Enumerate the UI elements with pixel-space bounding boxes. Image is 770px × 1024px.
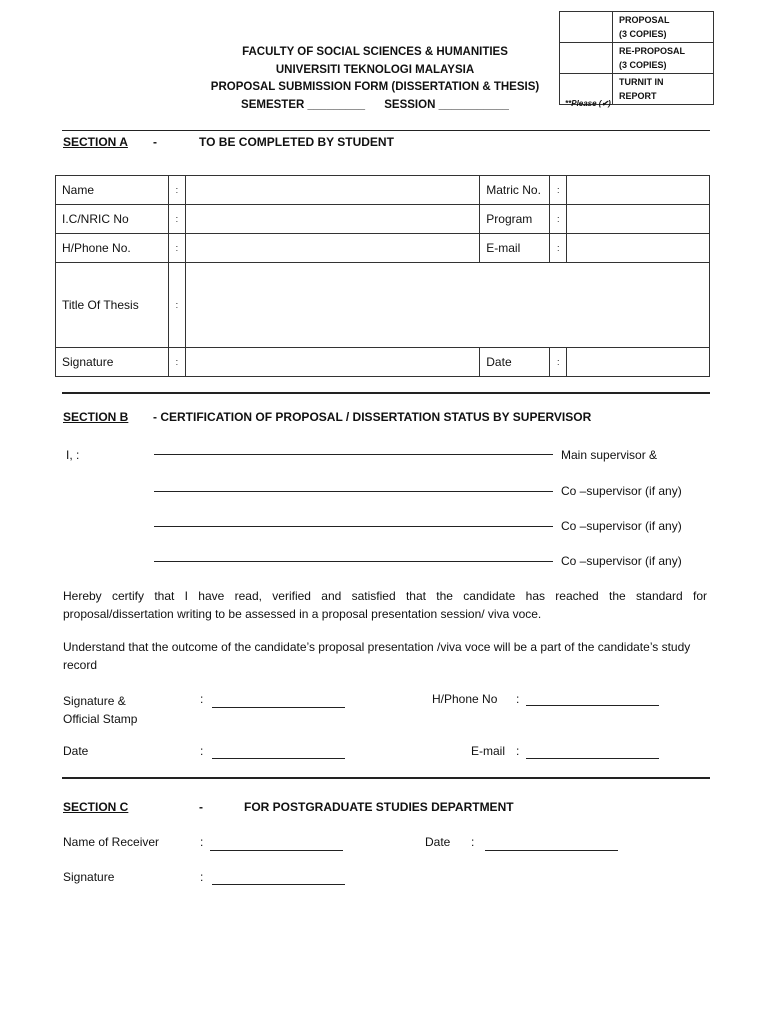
supervisor-date-field[interactable]: [212, 758, 345, 759]
supervisor-phone-field[interactable]: [526, 705, 659, 706]
university-name: UNIVERSITI TEKNOLOGI MALAYSIA: [275, 64, 475, 76]
phone-label: H/Phone No.: [56, 234, 169, 263]
supervisor-signature-field[interactable]: [212, 707, 345, 708]
certification-paragraph: Hereby certify that I have read, verified and satisfied that the candidate has reached the standard for proposal/dissertation writing to be assessed in a proposal presentation session/ viva voce.: [63, 589, 707, 621]
supervisor-phone-label: H/Phone No: [432, 692, 498, 706]
co-supervisor-field[interactable]: [154, 526, 553, 527]
re-proposal-label: RE-PROPOSAL (3 COPIES): [613, 43, 714, 74]
date-field[interactable]: [567, 348, 710, 377]
session-label: SESSION: [384, 99, 436, 111]
section-c-title: SECTION C: [63, 800, 129, 814]
re-proposal-checkbox[interactable]: [560, 43, 613, 74]
divider: [62, 130, 710, 131]
co-supervisor-label: Co –supervisor (if any): [561, 519, 682, 533]
colon: :: [516, 692, 520, 706]
section-b-subtitle: - CERTIFICATION OF PROPOSAL / DISSERTATION STATUS BY SUPERVISOR: [153, 410, 592, 424]
receiver-date-field[interactable]: [485, 850, 618, 851]
supervisor-date-label: Date: [63, 744, 89, 758]
divider: [62, 777, 710, 779]
matric-label: Matric No.: [480, 176, 550, 205]
section-a-title: SECTION A: [63, 135, 128, 149]
program-label: Program: [480, 205, 550, 234]
section-a-subtitle: TO BE COMPLETED BY STUDENT: [199, 135, 394, 149]
colon: :: [200, 692, 204, 706]
signature-field[interactable]: [185, 348, 479, 377]
proposal-label: PROPOSAL (3 COPIES): [613, 12, 714, 43]
submission-type-box: [559, 11, 714, 105]
program-field[interactable]: [567, 205, 710, 234]
ic-field[interactable]: [185, 205, 479, 234]
form-title: PROPOSAL SUBMISSION FORM (DISSERTATION & THESIS): [210, 81, 540, 93]
signature-label: Signature: [56, 348, 169, 377]
ic-label: I.C/NRIC No: [56, 205, 169, 234]
session-field[interactable]: ___________: [438, 99, 509, 111]
section-c-dash: -: [199, 800, 203, 814]
semester-label: SEMESTER: [241, 99, 305, 111]
receiver-date-label: Date: [425, 835, 451, 849]
semester-session-line: [150, 99, 600, 111]
main-supervisor-field[interactable]: [154, 454, 553, 455]
co-supervisor-field[interactable]: [154, 561, 553, 562]
colon: :: [200, 835, 204, 849]
signature-stamp-label: Signature & Official Stamp: [63, 694, 138, 726]
colon: :: [200, 744, 204, 758]
receiver-signature-field[interactable]: [212, 884, 345, 885]
email-field[interactable]: [567, 234, 710, 263]
receiver-name-label: Name of Receiver: [63, 835, 160, 849]
colon: :: [516, 744, 520, 758]
date-label: Date: [480, 348, 550, 377]
email-label: E-mail: [480, 234, 550, 263]
faculty-title: FACULTY OF SOCIAL SCIENCES & HUMANITIES: [242, 46, 508, 58]
colon: :: [471, 835, 475, 849]
colon: :: [200, 870, 204, 884]
name-label: Name: [56, 176, 169, 205]
receiver-signature-label: Signature: [63, 870, 115, 884]
turnitin-label: TURNIT IN REPORT: [613, 74, 714, 105]
receiver-name-field[interactable]: [210, 850, 343, 851]
section-b-title: SECTION B: [63, 410, 129, 424]
proposal-checkbox[interactable]: [560, 12, 613, 43]
section-a-dash: -: [153, 135, 157, 149]
co-supervisor-field[interactable]: [154, 491, 553, 492]
section-c-subtitle: FOR POSTGRADUATE STUDIES DEPARTMENT: [244, 800, 514, 814]
supervisor-email-label: E-mail: [471, 744, 506, 758]
tick-note: **Please (✔): [565, 99, 611, 108]
outcome-paragraph: Understand that the outcome of the candidate’s proposal presentation /viva voce will be a part of the candidate’s study record: [63, 640, 691, 672]
thesis-title-label: Title Of Thesis: [56, 263, 169, 348]
supervisor-i-label: I, :: [66, 448, 80, 462]
name-field[interactable]: [185, 176, 479, 205]
co-supervisor-label: Co –supervisor (if any): [561, 484, 682, 498]
semester-field[interactable]: _________: [307, 99, 366, 111]
matric-field[interactable]: [567, 176, 710, 205]
supervisor-email-field[interactable]: [526, 758, 659, 759]
co-supervisor-label: Co –supervisor (if any): [561, 554, 682, 568]
main-supervisor-label: Main supervisor &: [561, 448, 658, 462]
phone-field[interactable]: [185, 234, 479, 263]
divider: [62, 392, 710, 394]
student-info-table: Name : Matric No. : I.C/NRIC No : Program : H/Phone No. : E-mail : Title Of Thesis : Signature : Date :: [55, 175, 710, 377]
thesis-title-field[interactable]: [185, 263, 709, 348]
